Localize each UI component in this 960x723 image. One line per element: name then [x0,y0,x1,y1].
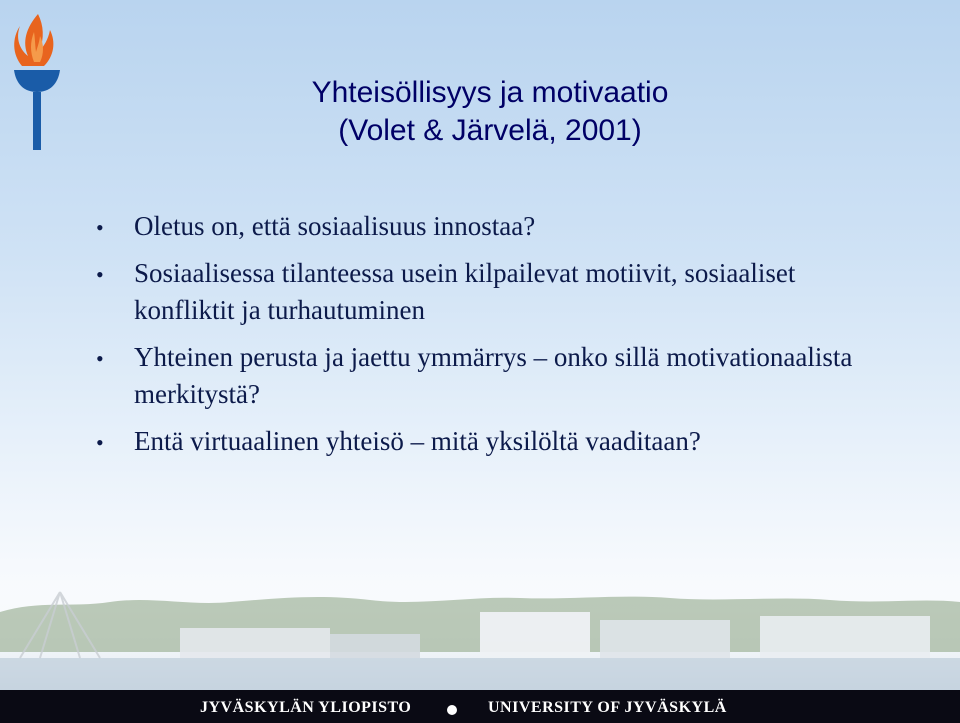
bullet-text: Sosiaalisessa tilanteessa usein kilpailevat motiivit, sosiaaliset konfliktit ja turhautuminen [134,258,796,325]
bullet-text: Oletus on, että sosiaalisuus innostaa? [134,211,536,241]
bullet-item [88,208,888,245]
campus-scenery [0,572,960,690]
dot-separator-icon [447,705,457,715]
bullet-dot-icon: • [96,215,104,240]
torch-logo-icon [4,12,68,152]
bullet-item [88,423,888,460]
slide-title-line2: (Volet & Järvelä, 2001) [338,114,642,147]
bullet-text: Entä virtuaalinen yhteisö – mitä yksilöltä vaaditaan? [134,426,701,456]
footer-university-en: UNIVERSITY OF JYVÄSKYLÄ [488,699,727,716]
bullet-item [88,255,888,329]
bullet-dot-icon: • [96,430,104,455]
bullet-dot-icon: • [96,346,104,371]
footer-university-fi: JYVÄSKYLÄN YLIOPISTO [200,699,412,716]
slide-title-line1: Yhteisöllisyys ja motivaatio [311,76,669,109]
footer-bar [0,690,960,723]
bullet-list [88,208,888,470]
slide-title [200,74,780,150]
bullet-dot-icon: • [96,262,104,287]
bullet-text: Yhteinen perusta ja jaettu ymmärrys – onko sillä motivationaalista merkitystä? [134,342,853,409]
bullet-item [88,339,888,413]
